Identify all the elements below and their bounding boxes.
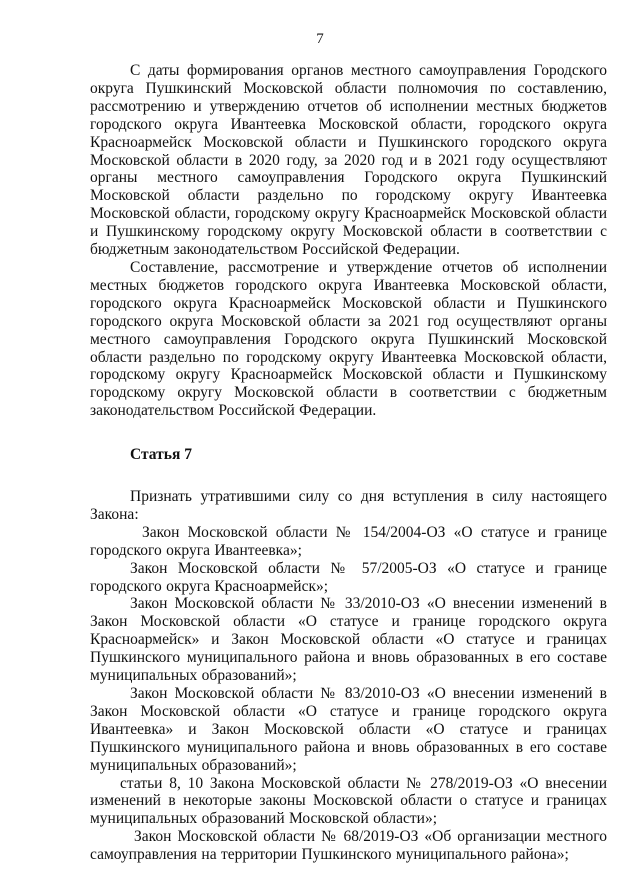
paragraph-reporting-2020: С даты формирования органов местного самоуправления Городского округа Пушкинский Московской области полномочия по составлению, рассмотрению и утверждению отчетов об исполнении местных бюджетов городского округа Ивантеевка Московской области, городского округа Красноармейск Московской области и Пушкинского городского округа Московской области в 2020 году, за 2020 год и в 2021 году осуществляют органы местного самоуправления Городского округа Пушкинский Московской области раздельно по городскому округу Ивантеевка Московской области, городскому округу Красноармейск Московской области и Пушкинскому городскому округу Московской области в соответствии с бюджетным законодательством Российской Федерации. (90, 62, 607, 259)
paragraph-reporting-2021: Составление, рассмотрение и утверждение отчетов об исполнении местных бюджетов городского округа Ивантеевка Московской области, городского округа Красноармейск Московской области и Пушкинского городского округа Московской области за 2021 год осуществляют органы местного самоуправления Городского округа Пушкинский Московской области раздельно по городскому округу Ивантеевка Московской области, городскому округу Красноармейск Московской области и Пушкинскому городскому округу Московской области в соответствии с бюджетным законодательством Российской Федерации. (90, 258, 607, 420)
article-heading: Статья 7 (130, 446, 192, 464)
repealed-law-item: Закон Московской области № 33/2010-ОЗ «О внесении изменений в Закон Московской области «О статусе и границе городского округа Красноармейск» и Закон Московской области «О статусе и границах Пушкинского муниципального района и вновь образованных в его составе муниципальных образований»; (90, 595, 607, 685)
page-number: 7 (316, 31, 324, 47)
repealed-law-item: Закон Московской области № 83/2010-ОЗ «О внесении изменений в Закон Московской области «О статусе и границе городского округа Ивантеевка» и Закон Московской области «О статусе и границах Пушкинского муниципального района и вновь образованных в его составе муниципальных образований»; (90, 685, 607, 774)
repealed-law-item: Закон Московской области № 154/2004-ОЗ «О статусе и границе городского округа Ивантеевка»; (90, 523, 607, 559)
article-intro: Признать утратившими силу со дня вступления в силу настоящего Закона: (90, 488, 607, 523)
repealed-law-item: статьи 8, 10 Закона Московской области № 278/2019-ОЗ «О внесении изменений в некоторые законы Московской области о статусе и границах муниципальных образований Московской области»; (90, 774, 607, 828)
document-body (90, 62, 607, 864)
repealed-law-item: Закон Московской области № 57/2005-ОЗ «О статусе и границе городского округа Красноармейск»; (90, 559, 607, 595)
repealed-law-item: Закон Московской области № 68/2019-ОЗ «Об организации местного самоуправления на территории Пушкинского муниципального района»; (90, 828, 607, 864)
